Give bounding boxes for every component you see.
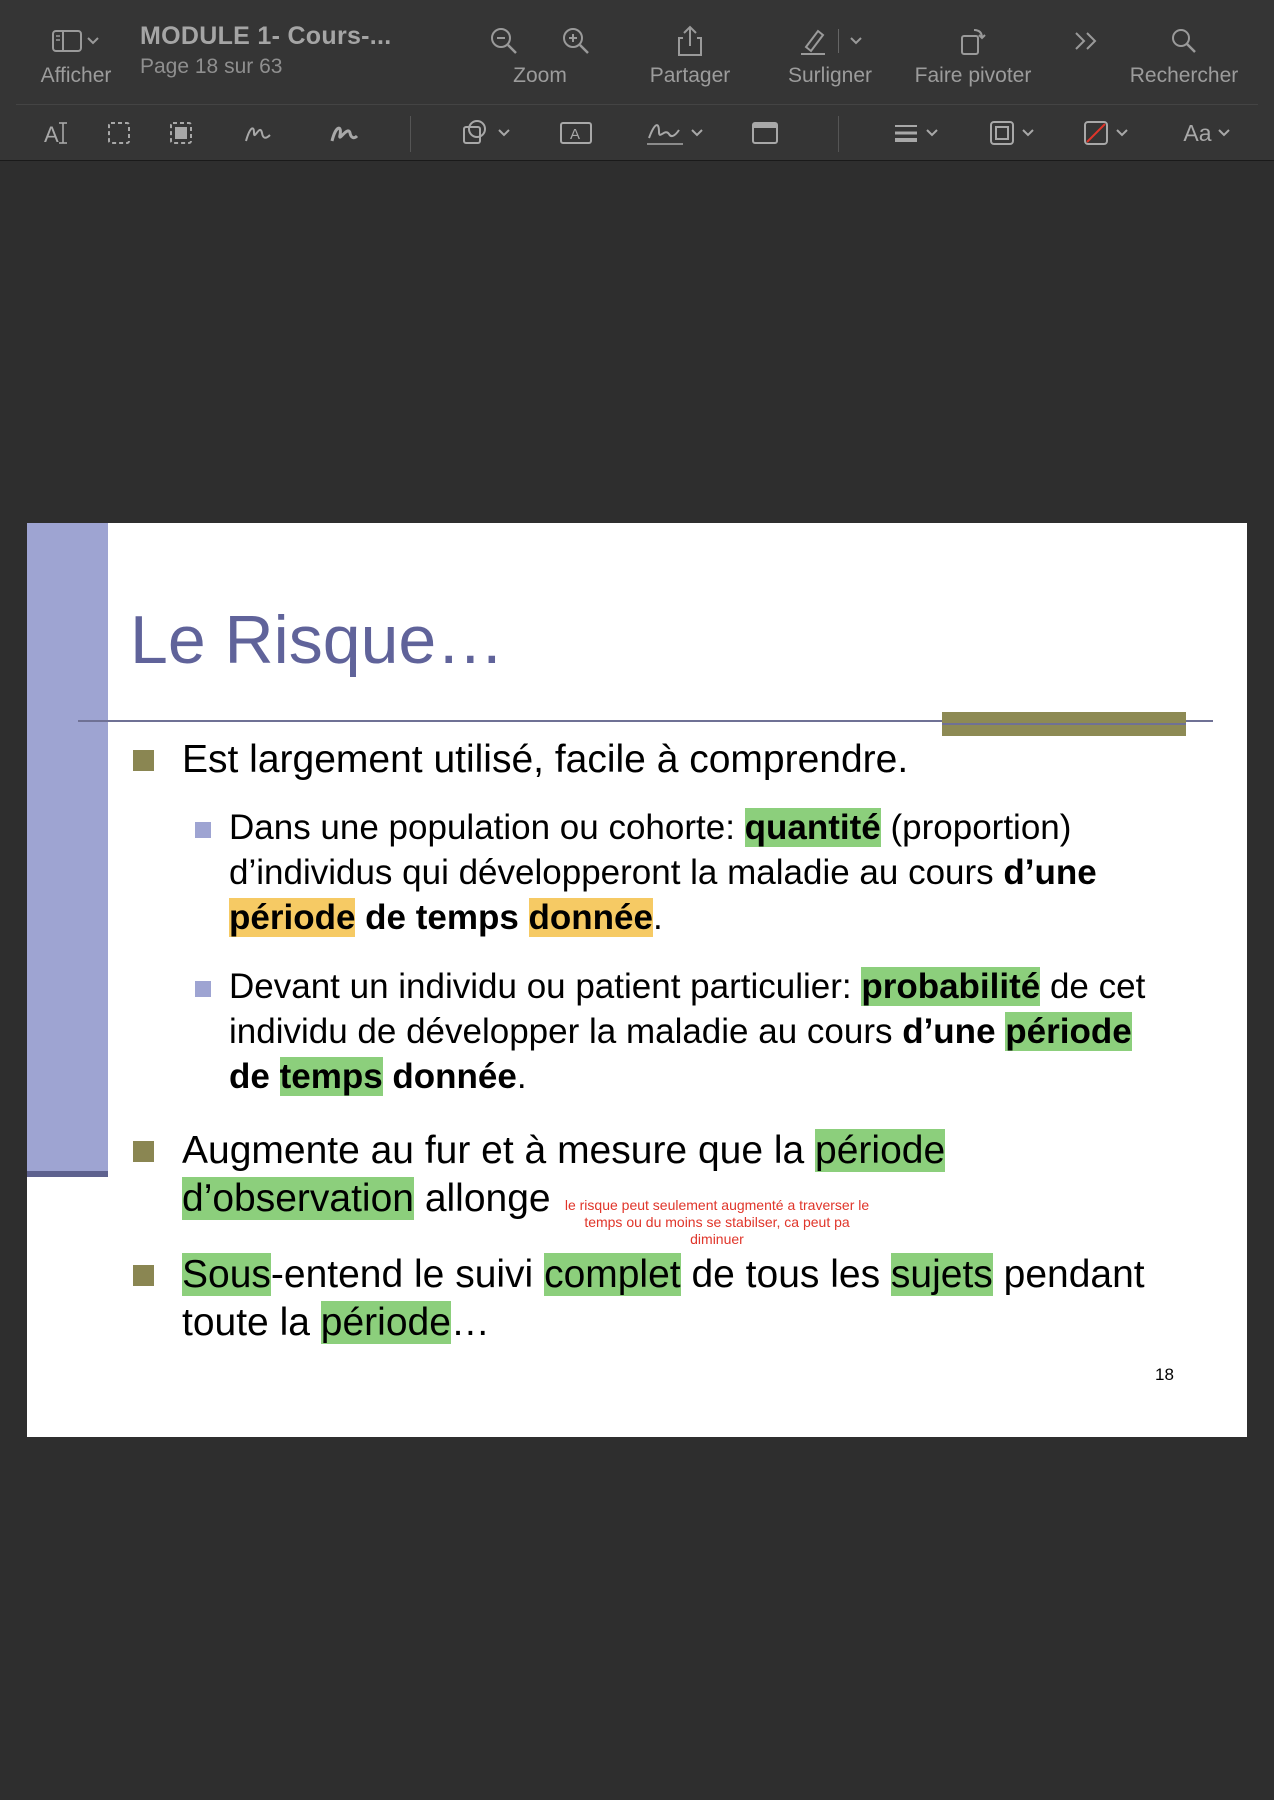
text-run: Devant un individu ou patient particulier: (229, 967, 862, 1006)
toolbar-divider (410, 116, 411, 152)
sidebar-icon (52, 29, 82, 53)
slide-side-bar (27, 523, 108, 1173)
bold-run: donnée (382, 1057, 517, 1096)
highlight-yellow: donnée (528, 898, 653, 937)
text-run: de tous les (680, 1253, 891, 1296)
text-run: … (450, 1301, 490, 1344)
smart-selection-icon[interactable] (164, 116, 198, 150)
chevron-down-icon (925, 128, 939, 138)
chevron-down-icon (1021, 128, 1035, 138)
bullet-3-text (182, 1251, 1222, 1347)
signature-icon[interactable] (644, 116, 704, 150)
text-run: Augmente au fur et à mesure que la (182, 1129, 816, 1172)
text-run: . (516, 1057, 527, 1096)
highlight-green: complet (544, 1253, 681, 1296)
chevron-down-icon (86, 36, 100, 46)
text-run: de cet individu de développer la maladie au cours (229, 967, 1146, 1051)
slide-page (27, 523, 1247, 1437)
fill-color-icon[interactable] (1076, 116, 1134, 150)
text-run: (proportion) d’individus qui développeront la maladie au cours (229, 808, 1072, 892)
highlight-yellow: période (229, 898, 356, 937)
surligner-label: Surligner (787, 64, 873, 87)
partager-label: Partager (649, 64, 731, 87)
draw-icon[interactable] (326, 116, 362, 150)
bullet-square (133, 750, 154, 771)
note-icon[interactable] (748, 116, 782, 150)
line-style-icon[interactable] (886, 116, 944, 150)
bold-run: d’une (1003, 853, 1097, 892)
chevron-down-icon[interactable] (849, 36, 863, 46)
chevron-down-icon (1217, 128, 1231, 138)
toolbar (0, 0, 1274, 161)
more-icon (1072, 29, 1102, 53)
text-run: Dans une population ou cohorte: (229, 808, 745, 847)
rotate-icon (958, 26, 988, 56)
chevron-down-icon (690, 128, 704, 138)
zoom-group (480, 18, 600, 88)
zoom-label: Zoom (513, 64, 567, 87)
border-color-icon[interactable] (982, 116, 1040, 150)
rechercher-button[interactable] (1120, 18, 1248, 88)
surligner-button[interactable] (778, 18, 882, 88)
text-run: . (652, 898, 663, 937)
doc-title-text: MODULE 1- Cours-... (140, 22, 392, 50)
chevron-down-icon (1115, 128, 1129, 138)
zoom-out-icon[interactable] (490, 27, 518, 55)
zoom-in-icon[interactable] (562, 27, 590, 55)
highlight-green: probabilité (861, 967, 1041, 1006)
chevron-down-icon (497, 128, 511, 138)
bold-run: de (229, 1057, 280, 1096)
text-style-button[interactable] (1178, 116, 1236, 150)
page-indicator: Page 18 sur 63 (140, 55, 283, 78)
text-style-label: Aa (1183, 119, 1212, 146)
text-run: pendant toute la (182, 1253, 1145, 1344)
shapes-icon[interactable] (456, 116, 514, 150)
sub-bullet-2-text (229, 964, 1239, 1099)
bullet-square (133, 1141, 154, 1162)
slide-title: Le Risque… (130, 602, 505, 678)
markup-toolbar (0, 108, 1274, 158)
sub-bullet-square (195, 981, 211, 997)
partager-button[interactable] (640, 18, 740, 88)
svg-text:A: A (570, 126, 581, 143)
highlight-green: période (815, 1129, 946, 1172)
faire-pivoter-button[interactable] (906, 18, 1040, 88)
highlight-green: quantité (744, 808, 881, 847)
highlight-green: période (1005, 1012, 1132, 1051)
sub-bullet-square (195, 822, 211, 838)
highlight-green: sujets (890, 1253, 993, 1296)
bold-run: de temps (355, 898, 529, 937)
highlight-pen-icon (798, 26, 828, 56)
highlight-green: temps (279, 1057, 383, 1096)
handwritten-annotation[interactable]: le risque peut seulement augmenté a traverser le temps ou du moins se stabilser, ca peut pa diminuer (564, 1197, 870, 1247)
divider (838, 29, 839, 53)
toolbar-divider (838, 116, 839, 152)
document-title (140, 22, 392, 79)
slide-page-number: 18 (1155, 1365, 1174, 1384)
rectangular-selection-icon[interactable] (102, 116, 136, 150)
highlight-green: période (320, 1301, 451, 1344)
search-icon (1170, 27, 1198, 55)
more-button[interactable] (1064, 18, 1110, 64)
share-icon (677, 25, 703, 57)
sketch-icon[interactable] (240, 116, 276, 150)
afficher-label: Afficher (40, 64, 112, 87)
slide-side-bar-line (27, 1171, 108, 1177)
text-run: allonge (413, 1177, 551, 1220)
rechercher-label: Rechercher (1129, 64, 1239, 87)
bullet-1-text: Est largement utilisé, facile à comprendre. (182, 738, 909, 781)
toolbar-separator (16, 104, 1258, 105)
text-selection-icon[interactable] (40, 116, 74, 150)
bullet-square (133, 1265, 154, 1286)
afficher-button[interactable] (30, 18, 122, 88)
highlight-green: Sous (182, 1253, 271, 1296)
toolbar-main-row (0, 0, 1274, 104)
svg-text:A: A (44, 122, 59, 147)
text-box-icon[interactable] (558, 116, 594, 150)
text-run: -entend le suivi (270, 1253, 545, 1296)
sub-bullet-1-text (229, 805, 1239, 940)
highlight-green: d’observation (182, 1177, 414, 1220)
faire-pivoter-label: Faire pivoter (914, 64, 1032, 87)
title-rule-accent-line (942, 723, 1186, 725)
bold-run: d’une (902, 1012, 996, 1051)
